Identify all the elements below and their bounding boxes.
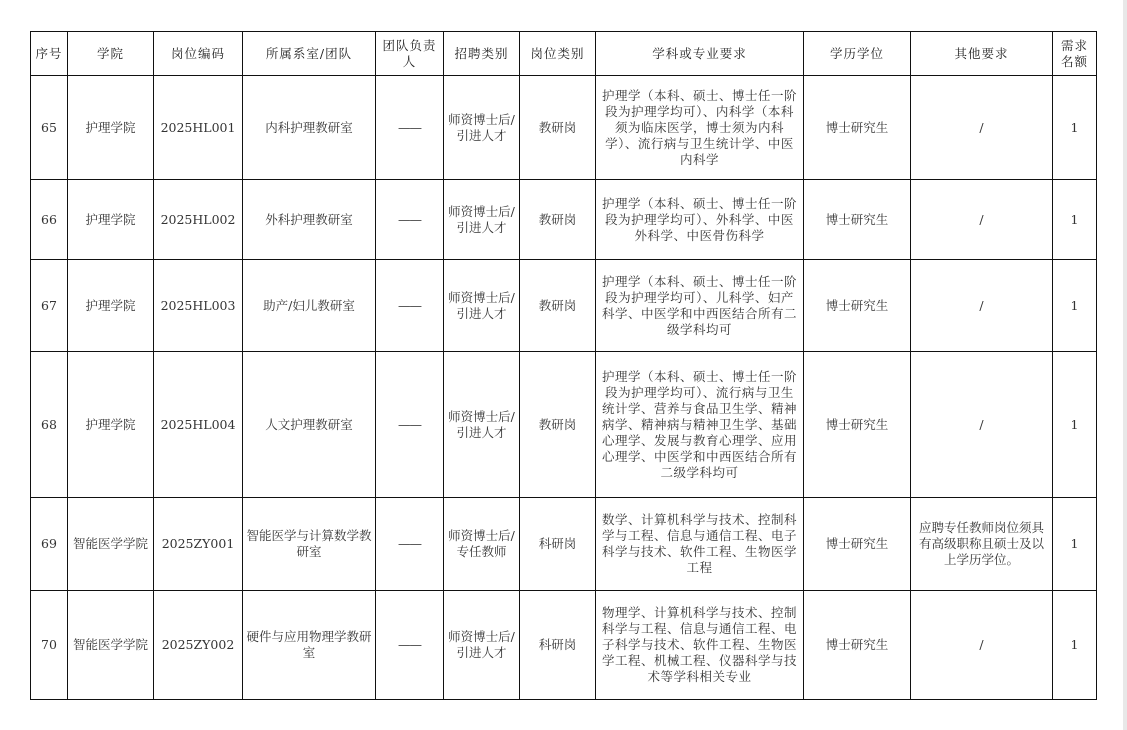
cell-leader: ——: [376, 180, 444, 260]
cell-degree: 博士研究生: [804, 180, 911, 260]
table-row: [31, 76, 1097, 180]
cell-quota: 1: [1053, 498, 1097, 591]
header-cell: 招聘类别: [444, 32, 520, 76]
recruitment-table: [30, 31, 1097, 700]
cell-degree: 博士研究生: [804, 260, 911, 352]
cell-degree: 博士研究生: [804, 76, 911, 180]
cell-recruit: 师资博士后/引进人才: [444, 260, 520, 352]
table-row: [31, 180, 1097, 260]
cell-code: 2025HL003: [154, 260, 243, 352]
cell-quota: 1: [1053, 260, 1097, 352]
cell-code: 2025HL001: [154, 76, 243, 180]
cell-other: /: [911, 260, 1053, 352]
header-cell: 其他要求: [911, 32, 1053, 76]
cell-post: 教研岗: [520, 352, 596, 498]
cell-code: 2025ZY001: [154, 498, 243, 591]
header-cell: 学历学位: [804, 32, 911, 76]
cell-degree: 博士研究生: [804, 352, 911, 498]
cell-code: 2025ZY002: [154, 591, 243, 700]
cell-major: 物理学、计算机科学与技术、控制科学与工程、信息与通信工程、电子科学与技术、软件工程、生物医学工程、机械工程、仪器科学与技术等学科相关专业: [596, 591, 804, 700]
cell-recruit: 师资博士后/引进人才: [444, 180, 520, 260]
cell-college: 护理学院: [68, 76, 154, 180]
cell-leader: ——: [376, 591, 444, 700]
cell-dept: 外科护理教研室: [243, 180, 376, 260]
cell-leader: ——: [376, 498, 444, 591]
table-row: [31, 352, 1097, 498]
cell-no: 70: [31, 591, 68, 700]
cell-major: 护理学（本科、硕士、博士任一阶段为护理学均可）、儿科学、妇产科学、中医学和中西医结合所有二级学科均可: [596, 260, 804, 352]
cell-other: 应聘专任教师岗位须具有高级职称且硕士及以上学历学位。: [911, 498, 1053, 591]
header-cell: 需求名额: [1053, 32, 1097, 76]
table-header-row: [31, 32, 1097, 76]
cell-other: /: [911, 591, 1053, 700]
header-cell: 学科或专业要求: [596, 32, 804, 76]
cell-major: 护理学（本科、硕士、博士任一阶段为护理学均可）、内科学（本科须为临床医学，博士须为内科学）、流行病与卫生统计学、中医内科学: [596, 76, 804, 180]
cell-degree: 博士研究生: [804, 591, 911, 700]
cell-recruit: 师资博士后/引进人才: [444, 591, 520, 700]
cell-quota: 1: [1053, 180, 1097, 260]
cell-no: 66: [31, 180, 68, 260]
cell-no: 69: [31, 498, 68, 591]
cell-college: 智能医学学院: [68, 498, 154, 591]
header-cell: 团队负责人: [376, 32, 444, 76]
cell-post: 教研岗: [520, 260, 596, 352]
cell-post: 科研岗: [520, 498, 596, 591]
cell-no: 67: [31, 260, 68, 352]
header-cell: 岗位类别: [520, 32, 596, 76]
cell-recruit: 师资博士后/专任教师: [444, 498, 520, 591]
cell-major: 护理学（本科、硕士、博士任一阶段为护理学均可）、外科学、中医外科学、中医骨伤科学: [596, 180, 804, 260]
cell-post: 教研岗: [520, 180, 596, 260]
cell-college: 护理学院: [68, 180, 154, 260]
cell-college: 智能医学学院: [68, 591, 154, 700]
header-cell: 序号: [31, 32, 68, 76]
header-cell: 所属系室/团队: [243, 32, 376, 76]
cell-code: 2025HL002: [154, 180, 243, 260]
cell-other: /: [911, 352, 1053, 498]
cell-degree: 博士研究生: [804, 498, 911, 591]
cell-college: 护理学院: [68, 352, 154, 498]
cell-dept: 硬件与应用物理学教研室: [243, 591, 376, 700]
cell-dept: 助产/妇儿教研室: [243, 260, 376, 352]
cell-other: /: [911, 180, 1053, 260]
cell-dept: 智能医学与计算数学教研室: [243, 498, 376, 591]
cell-quota: 1: [1053, 352, 1097, 498]
cell-other: /: [911, 76, 1053, 180]
table-row: [31, 260, 1097, 352]
cell-college: 护理学院: [68, 260, 154, 352]
cell-code: 2025HL004: [154, 352, 243, 498]
cell-major: 数学、计算机科学与技术、控制科学与工程、信息与通信工程、电子科学与技术、软件工程、生物医学工程: [596, 498, 804, 591]
cell-leader: ——: [376, 260, 444, 352]
cell-leader: ——: [376, 76, 444, 180]
cell-recruit: 师资博士后/引进人才: [444, 352, 520, 498]
cell-post: 教研岗: [520, 76, 596, 180]
cell-quota: 1: [1053, 76, 1097, 180]
table-row: [31, 591, 1097, 700]
cell-dept: 内科护理教研室: [243, 76, 376, 180]
cell-major: 护理学（本科、硕士、博士任一阶段为护理学均可）、流行病与卫生统计学、营养与食品卫生学、精神病学、精神病与精神卫生学、基础心理学、发展与教育心理学、应用心理学、中医学和中西医结合所有二级学科均可: [596, 352, 804, 498]
cell-post: 科研岗: [520, 591, 596, 700]
cell-no: 65: [31, 76, 68, 180]
table-row: [31, 498, 1097, 591]
cell-recruit: 师资博士后/引进人才: [444, 76, 520, 180]
cell-quota: 1: [1053, 591, 1097, 700]
cell-dept: 人文护理教研室: [243, 352, 376, 498]
header-cell: 岗位编码: [154, 32, 243, 76]
cell-no: 68: [31, 352, 68, 498]
header-cell: 学院: [68, 32, 154, 76]
cell-leader: ——: [376, 352, 444, 498]
